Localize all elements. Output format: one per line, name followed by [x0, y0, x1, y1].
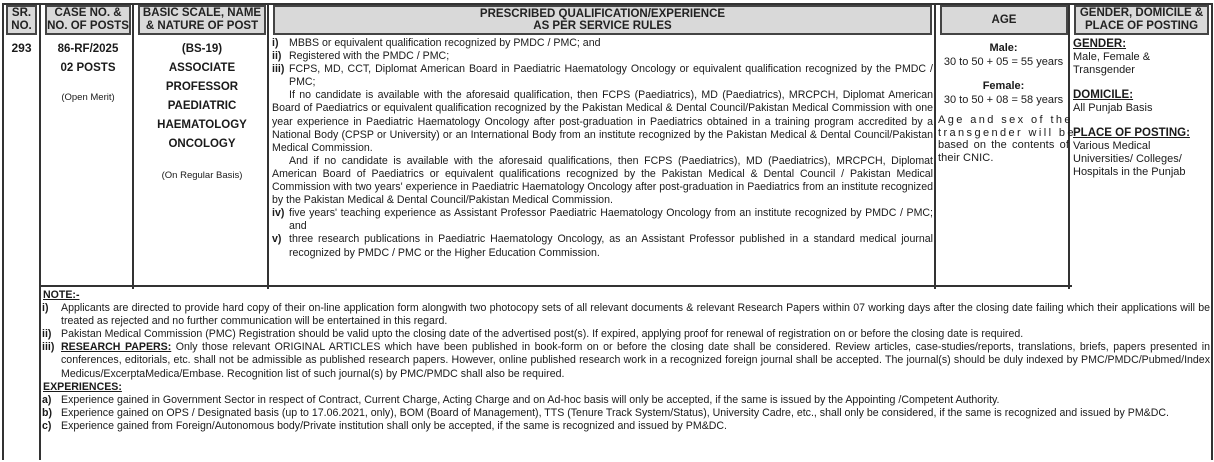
header-text: AGE — [991, 13, 1017, 26]
experience-item — [43, 407, 1210, 420]
header-text: SR. — [11, 7, 32, 19]
quota: (Open Merit) — [61, 92, 115, 103]
case-number: 86-RF/2025 — [57, 43, 119, 55]
sr-no-value: 293 — [11, 41, 32, 55]
header-sr-no — [6, 5, 37, 35]
transgender-age-note — [938, 114, 1076, 164]
female-age-value: 30 to 50 + 08 = 58 years — [943, 93, 1064, 106]
notes-heading: NOTE:- — [43, 289, 80, 301]
alternative-qualification-paragraph: And if no candidate is available with the aforesaid qualifications, then FCPS (Paediatrics), MD (Paediatrics), MRCPCH, Diplomat American Board of Paediatrics or equivalent qualifications recognized by the Pakistan Medical & Dental Council / Pakistan Medical Commission with two years' experience in Paediatric Haematology Oncology after post-graduation in Paediatrics from an institute recognized by the Pakistan Medical & Dental Council/Pakistan Medical Commission. — [272, 154, 933, 207]
header-text: GENDER, DOMICILE & — [1079, 7, 1204, 19]
header-gender — [1074, 5, 1209, 35]
item-text: five years' teaching experience as Assistant Professor Paediatric Haematology Oncology from an institute recognized by PMDC / PMC; and — [289, 207, 933, 233]
notes-section — [43, 289, 1210, 433]
header-text: PRESCRIBED QUALIFICATION/EXPERIENCE — [479, 8, 726, 20]
research-papers-heading: RESEARCH PAPERS: — [61, 341, 172, 354]
post-name-line: ONCOLOGY — [168, 138, 236, 150]
column-sr-no — [2, 3, 41, 460]
experience-item — [43, 420, 1210, 433]
item-text: Experience gained in Government Sector in respect of Contract, Current Charge, Acting Charge and on Ad-hoc basis will only be accepted, if the same is issued by the Appointing /Competent Authority. — [61, 393, 1000, 406]
basic-scale: (BS-19) — [181, 43, 223, 55]
item-text: Pakistan Medical Commission (PMC) Registration should be valid upto the closing date of the advertised post(s). If expired, applying proof for renewal of registration on or before the closing date is required. — [61, 328, 1024, 341]
post-name-line: PAEDIATRIC — [167, 100, 237, 112]
note-item — [43, 302, 1210, 328]
note-text: based on the contents of their CNIC. — [938, 139, 1069, 164]
female-age-label: Female: — [982, 80, 1025, 92]
domicile-value: All Punjab Basis — [1073, 102, 1153, 114]
item-number: v) — [272, 233, 282, 246]
item-text: Experience gained from Foreign/Autonomous body/Private institution shall only be accepted, if the same is recognized and issued by PM&DC. — [61, 419, 727, 432]
male-age-value: 30 to 50 + 05 = 55 years — [943, 55, 1064, 68]
item-text: Only those relevant ORIGINAL ARTICLES which have been published in book-form on or before the closing date shall be considered. Review articles, case-studies/reports, translations, briefs, papers presented in conferences, editorials, etc. shall not be admissible as published research papers. However, online published research work in a recognized foreign journal shall be accepted. The journal(s) should be duly indexed by PMC/PMDC/Pubmed/Index Medicus/ExcerptaMedica/Embase. Recognition list of such journal(s) by PMC/PMDC shall also be required. — [61, 341, 1211, 380]
item-text: Experience gained on OPS / Designated basis (up to 17.06.2021, only), BOM (Board of Management), TTS (Tenure Track System/Status), University Cadre, etc., shall only be considered, if the same is recognized and issued by PM&DC. — [61, 406, 1169, 419]
header-age — [940, 5, 1068, 35]
header-qualification — [273, 5, 932, 35]
case-cell — [43, 40, 133, 103]
post-name-line: HAEMATOLOGY — [157, 119, 247, 131]
qualification-item — [272, 63, 933, 89]
item-number: iv) — [272, 207, 285, 220]
male-age-label: Male: — [989, 42, 1018, 54]
item-text: MBBS or equivalent qualification recognized by PMDC / PMC; and — [289, 37, 601, 49]
post-name-line: PROFESSOR — [165, 81, 239, 93]
post-name-line: ASSOCIATE — [168, 62, 236, 74]
gender-value: Male, Female & Transgender — [1073, 51, 1151, 76]
header-text: BASIC SCALE, NAME — [142, 7, 262, 19]
number-of-posts: 02 POSTS — [60, 62, 116, 74]
header-text: & NATURE OF POST — [145, 20, 259, 32]
qualification-item — [272, 50, 933, 63]
item-number: iii) — [272, 63, 285, 76]
item-text: Applicants are directed to provide hard copy of their on-line application form alongwith two photocopy sets of all relevant documents & relevant Research Papers within 07 working days after the closing date failing which their applications will be treated as rejected and no further communication will be entertained in this regard. — [61, 302, 1210, 328]
age-cell — [938, 42, 1076, 164]
gender-domicile-cell — [1073, 38, 1211, 179]
item-number: i) — [42, 302, 49, 315]
note-item-research-papers — [43, 341, 1210, 380]
item-text: Registered with the PMDC / PMC; — [289, 50, 450, 63]
scale-cell — [136, 40, 268, 181]
item-number: ii) — [42, 328, 52, 341]
header-text: PLACE OF POSTING — [1084, 20, 1199, 32]
item-number: b) — [42, 406, 52, 419]
qualification-cell — [272, 37, 933, 260]
experience-item — [43, 394, 1210, 407]
header-case-no — [45, 5, 131, 35]
basis: (On Regular Basis) — [161, 170, 243, 181]
gender-label: GENDER: — [1073, 38, 1127, 50]
header-scale — [138, 5, 266, 35]
note-text: Age and sex of the — [938, 114, 1073, 126]
item-number: iii) — [42, 341, 55, 354]
header-text: CASE NO. & — [54, 7, 122, 19]
item-number: i) — [272, 37, 279, 49]
row-divider — [41, 285, 1072, 287]
header-text: AS PER SERVICE RULES — [533, 20, 672, 32]
qualification-item — [272, 37, 933, 50]
posting-label: PLACE OF POSTING: — [1073, 127, 1190, 139]
item-number: ii) — [272, 50, 282, 63]
item-text: FCPS, MD, CCT, Diplomat American Board in Paediatric Haematology Oncology or equivalent qualification recognized by the PMDC / PMC; — [289, 63, 933, 89]
experiences-heading: EXPERIENCES: — [43, 380, 122, 393]
note-text: transgender will be — [938, 126, 1076, 139]
item-number: a) — [42, 393, 52, 406]
item-text: three research publications in Paediatric Haematology Oncology, as an Assistant Professor published in a standard medical journal recognized by PMDC / PMC or the Higher Education Commission. — [289, 233, 933, 259]
posting-value: Various Medical Universities/ Colleges/ Hospitals in the Punjab — [1073, 140, 1186, 178]
qualification-item — [272, 207, 933, 233]
alternative-qualification-paragraph: If no candidate is available with the aforesaid qualification, then FCPS (Paediatrics), MD (Paediatrics), MRCPCH, Diplomat American Board of Paediatrics or equivalent qualification recognized by the Pakistan Medical & Dental Council/Pakistan Medical Commission with one year experience in Paediatric Haematology Oncology after post-graduation in Paediatrics obtained in a training program accredited by a National Body (CPSP or University) or an International Body from an institute recognized by the Pakistan Medical & Dental Council/Pakistan Medical Commission. — [272, 89, 933, 154]
qualification-item — [272, 233, 933, 259]
header-text: NO. — [11, 20, 32, 32]
item-number: c) — [42, 419, 52, 432]
header-text: NO. OF POSTS — [47, 20, 129, 32]
note-item — [43, 328, 1210, 341]
domicile-label: DOMICILE: — [1073, 89, 1134, 101]
